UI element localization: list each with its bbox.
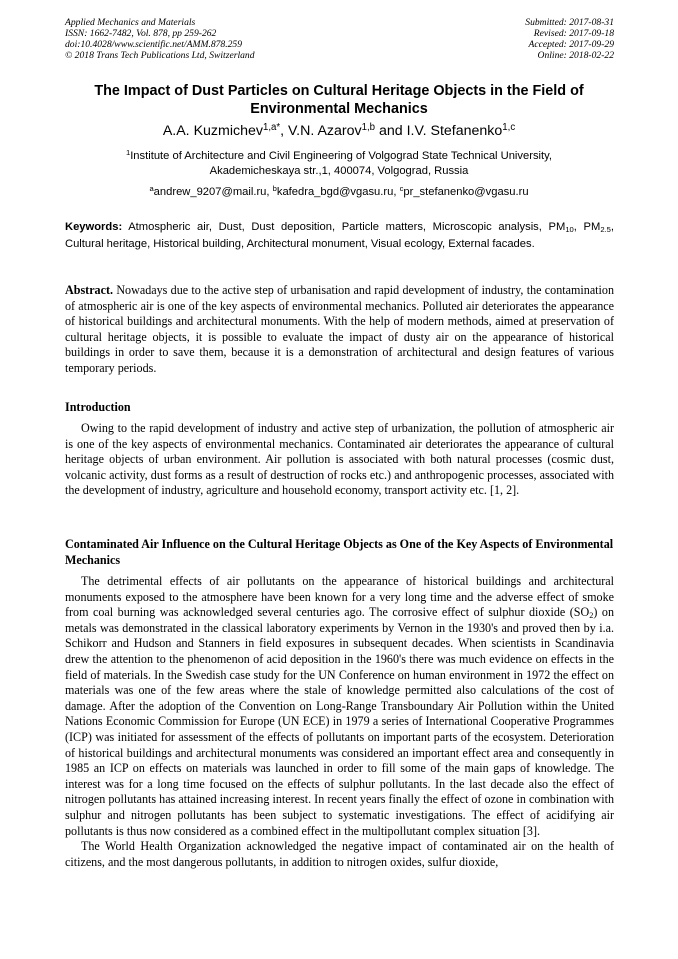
author-name: A.A. Kuzmichev [162, 123, 263, 139]
publication-info [65, 17, 255, 61]
introduction-paragraph: Owing to the rapid development of industry and active step of urbanization, the pollution of atmospheric air is one of the key aspects of environmental mechanics. Contaminated air deteriorates the appearance of cultural heritage objects of urban environment. Air pollution is associated with both natural processes (cosmic dust, volcanic activity, dust forms as a result of destruction of rocks etc.) and anthropogenic processes, associated with the development of industry, agriculture and household economy, transport activity etc. [1, 2]. [65, 421, 614, 498]
issn-line: ISSN: 1662-7482, Vol. 878, pp 259-262 [65, 28, 217, 39]
abstract-text: Nowadays due to the active step of urbanisation and rapid development of industry, the contamination of atmospheric air is one of the key aspects of environmental mechanics. Polluted air deteriorates the appearance of historical buildings and architectural monuments. With the help of modern methods, aimed at preservation of cultural heritage objects, it is possible to evaluate the impact of dusty air on the appearance of historical buildings in order to save them, because it is a demonstration of architectural and design features of various temporary periods. [65, 283, 614, 375]
email-link[interactable]: kafedra_bgd@vgasu.ru [276, 186, 394, 198]
email-link[interactable]: andrew_9207@mail.ru [153, 186, 267, 198]
paragraph-subscript: 2 [589, 611, 594, 621]
section-body [65, 574, 614, 870]
doi-line: doi:10.4028/www.scientific.net/AMM.878.259 [65, 39, 243, 50]
section-paragraph: The World Health Organization acknowledged the negative impact of contaminated air on the health of citizens, and the most dangerous pollutants, in addition to nitrogen oxides, sulfur dioxide, [65, 839, 614, 869]
submitted-date: Submitted: 2017-08-31 [525, 17, 614, 28]
journal-name: Applied Mechanics and Materials [65, 17, 196, 28]
affiliation-line: Institute of Architecture and Civil Engineering of Volgograd State Technical University, [130, 150, 553, 162]
affiliation-address: Akademicheskaya str.,1, 400074, Volgograd, Russia [209, 165, 469, 177]
abstract [65, 283, 614, 377]
keywords-text: , Cultural heritage, Historical building, Architectural monument, Visual ecology, External facades. [65, 221, 614, 250]
keywords-subscript: 10 [565, 224, 574, 234]
author-superscript: 1,b [361, 122, 376, 134]
paragraph-text: The detrimental effects of air pollutants on the appearance of historical buildings and architectural monuments exposed to the atmosphere have been known for a very long time and the adverse effect of smoke from coal burning was acknowledged several centuries ago. The corrosive effect of sulphur dioxide (SO [65, 574, 614, 620]
author-list [40, 123, 638, 139]
paper-title: The Impact of Dust Particles on Cultural Heritage Objects in the Field of Environmental Mechanics [94, 83, 584, 117]
author-separator: and [375, 123, 407, 139]
paragraph-text: ) on metals was demonstrated in the classical laboratory experiments by Vernon in the 1930's and proved then by i.a. Schikorr and Hudson and Stanners in field exposures in subsequent decades. When scientists in Scandinavia drew the attention to the phenomenon of acid deposition in the 1960's there was much evidence on effects in the field of materials. In the Swedish case study for the UN Conference on human environment in 1972 the effect on materials was one of the few areas where the stale of knowledge permitted also calculations of the cost of damage. After the adoption of the Convention on Long-Range Transboundary Air Pollution within the United Nations Economic Commission for Europe (UN ECE) in 1979 a series of International Cooperative Programmes (ICP) was initiated for assessment of the effects of pollutants on important parts of the ecosystem. Deterioration of historical buildings and architectural monuments was considered an important effect area and consequently in 1985 an ICP on effects on materials was launched in order to fill some of the main gaps of knowledge. The interest was for a long time focused on the effects of sulphur pollutants. In the last decade also the effect of nitrogen pollutants has attained increasing interest. In recent years finally the effect of ozone in combination with sulphur and nitrogen pollutants has been subject to systematic investigations. The effect of acidifying air pollutants is thus now considered as a combined effect in the multipollutant complex situation [3]. [65, 605, 614, 838]
introduction-body [65, 421, 614, 499]
copyright-line: © 2018 Trans Tech Publications Ltd, Switzerland [65, 50, 255, 61]
email-list: $^a$andrew_9207@mail.ru, $^b$kafedra_bgd@vgasu.ru, $^c$pr_stefanenko@vgasu.ru [149, 184, 529, 198]
author-superscript: 1,a* [262, 122, 281, 134]
author-separator: , [280, 123, 288, 139]
introduction-heading: Introduction [65, 400, 131, 414]
keywords-text: Atmospheric air, Dust, Dust deposition, Particle matters, Microscopic analysis, PM [128, 221, 566, 233]
keywords-text: , PM [573, 221, 601, 233]
email-superscript: c [399, 184, 404, 194]
section-paragraph [65, 574, 614, 839]
revised-date: Revised: 2017-09-18 [533, 28, 614, 39]
keywords [65, 219, 614, 252]
online-date: Online: 2018-02-22 [537, 50, 614, 61]
keywords-subscript: 2.5 [600, 224, 611, 234]
affiliation [40, 149, 638, 179]
author-name: I.V. Stefanenko [406, 123, 503, 139]
affiliation-superscript: 1 [125, 148, 131, 158]
author-superscript: 1,c [502, 122, 516, 134]
abstract-label: Abstract. [65, 283, 114, 297]
publication-dates [525, 17, 614, 61]
section-heading: Contaminated Air Influence on the Cultural Heritage Objects as One of the Key Aspects of Environmental Mechanics [65, 537, 614, 567]
author-name: V.N. Azarov [288, 123, 362, 139]
email-superscript: a [149, 184, 154, 194]
email-superscript: b [272, 184, 277, 194]
keywords-label: Keywords: [65, 221, 123, 233]
accepted-date: Accepted: 2017-09-29 [528, 39, 614, 50]
email-link[interactable]: pr_stefanenko@vgasu.ru [403, 186, 529, 198]
